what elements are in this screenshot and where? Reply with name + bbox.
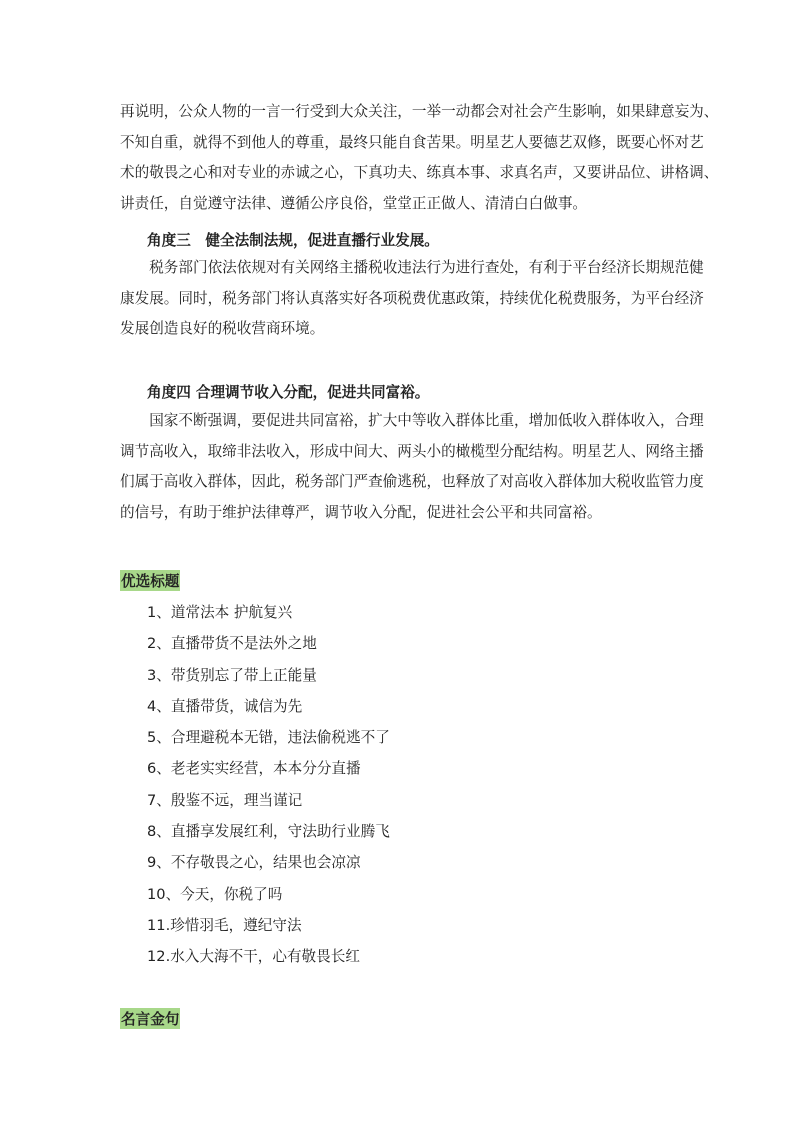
- text-line: 康发展。同时，税务部门将认真落实好各项税费优惠政策，持续优化税费服务，为平台经济: [120, 289, 704, 307]
- text-line: 们属于高收入群体，因此，税务部门严查偷逃税，也释放了对高收入群体加大税收监管力度: [120, 473, 704, 490]
- text-line: 的信号，有助于维护法律尊严，调节收入分配，促进社会公平和共同富裕。: [120, 503, 602, 521]
- angle-four-heading: 角度四 合理调节收入分配，促进共同富裕。: [147, 384, 430, 401]
- section-label-quotes: 名言金句: [120, 1008, 180, 1029]
- text-line: 调节高收入，取缔非法收入，形成中间大、两头小的橄榄型分配结构。明星艺人、网络主播: [120, 442, 704, 460]
- list-item: 3、带货别忘了带上正能量: [147, 666, 317, 684]
- list-item: 1、道常法本 护航复兴: [147, 604, 293, 621]
- text-line: 税务部门依法依规对有关网络主播税收违法行为进行查处，有利于平台经济长期规范健: [120, 259, 704, 276]
- paragraph-angle-three: [120, 253, 704, 345]
- paragraph-angle-four: [120, 406, 704, 528]
- list-item: 5、合理避税本无错，违法偷税逃不了: [147, 729, 390, 747]
- text-line: 发展创造良好的税收营商环境。: [120, 320, 325, 337]
- text-line: 不知自重，就得不到他人的尊重，最终只能自食苦果。明星艺人要德艺双修，既要心怀对艺: [120, 133, 704, 151]
- list-item: 8、直播享发展红利，守法助行业腾飞: [147, 823, 390, 841]
- section-label-titles: 优选标题: [120, 570, 180, 591]
- list-item: 12.水入大海不干，心有敬畏长红: [147, 948, 360, 966]
- list-item: 4、直播带货，诚信为先: [147, 697, 303, 715]
- list-item: 7、殷鉴不远，理当谨记: [147, 791, 303, 809]
- angle-three-heading: 角度三 健全法制法规，促进直播行业发展。: [147, 232, 439, 249]
- list-item: 11.珍惜羽毛，遵纪守法: [147, 916, 302, 934]
- list-item: 9、不存敬畏之心，结果也会凉凉: [147, 854, 361, 872]
- text-line: 讲责任，自觉遵守法律、遵循公序良俗，堂堂正正做人、清清白白做事。: [120, 194, 588, 212]
- text-line: 术的敬畏之心和对专业的赤诚之心，下真功夫、练真本事、求真名声，又要讲品位、讲格调、: [120, 164, 719, 181]
- list-item: 10、今天，你税了吗: [147, 885, 283, 903]
- list-item: 6、老老实实经营，本本分分直播: [147, 760, 361, 778]
- list-item: 2、直播带货不是法外之地: [147, 635, 317, 653]
- titles-list: [147, 597, 390, 973]
- paragraph-public-figures: [120, 97, 719, 219]
- text-line: 再说明，公众人物的一言一行受到大众关注，一举一动都会对社会产生影响，如果肆意妄为、: [120, 103, 719, 120]
- text-line: 国家不断强调，要促进共同富裕，扩大中等收入群体比重，增加低收入群体收入，合理: [120, 412, 704, 429]
